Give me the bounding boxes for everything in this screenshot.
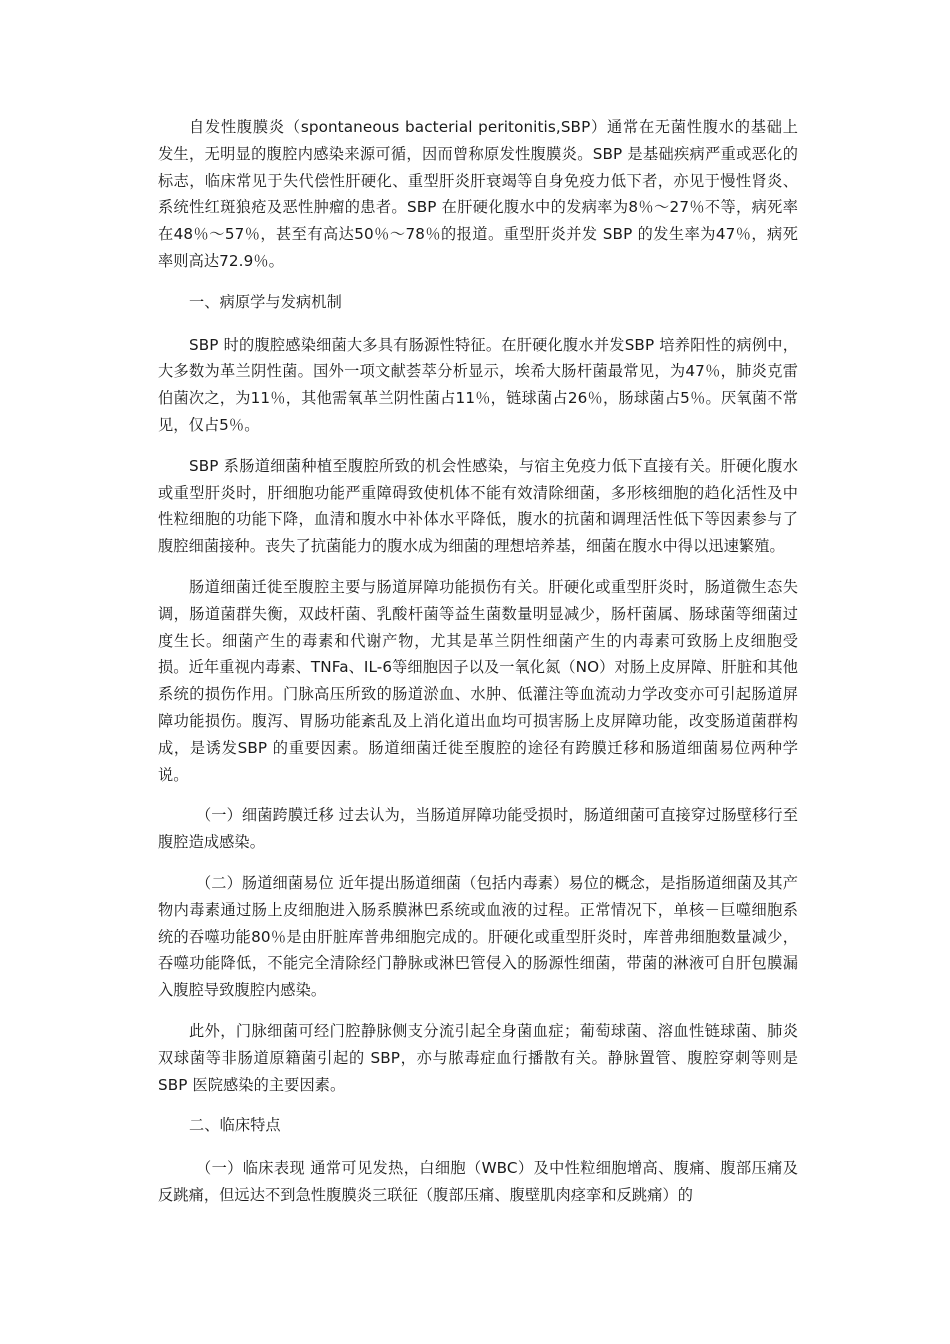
section-heading-clinical: 二、临床特点 (189, 1116, 281, 1135)
section-heading-etiology: 一、病原学与发病机制 (189, 292, 342, 311)
paragraph-transmembrane-migration: （一）细菌跨膜迁移 过去认为，当肠道屏障功能受损时，肠道细菌可直接穿过肠壁移行至腹腔造成感染。 (158, 806, 798, 852)
paragraph-clinical-manifestations: （一）临床表现 通常可见发热，白细胞（WBC）及中性粒细胞增高、腹痛、腹部压痛及反跳痛，但远达不到急性腹膜炎三联征（腹部压痛、腹壁肌肉痉挛和反跳痛）的 (158, 1159, 798, 1204)
paragraph-pathogens: SBP 时的腹腔感染细菌大多具有肠源性特征。在肝硬化腹水并发SBP 培养阳性的病例中，大多数为革兰阴性菌。国外一项文献荟萃分析显示，埃希大肠杆菌最常见，为47％，肺炎克雷伯菌次之，为11％，其他需氧革兰阴性菌占11％，链球菌占26％，肠球菌占5％。厌氧菌不常见，仅占5％。 (158, 335, 798, 434)
paragraph-bacterial-translocation: （二）肠道细菌易位 近年提出肠道细菌（包括内毒素）易位的概念，是指肠道细菌及其产物内毒素通过肠上皮细胞进入肠系膜淋巴系统或血液的过程。正常情况下，单核－巨噬细胞系统的吞噬功能80％是由肝脏库普弗细胞完成的。肝硬化或重型肝炎时，库普弗细胞数量减少，吞噬功能降低，不能完全清除经门静脉或淋巴管侵入的肠源性细菌，带菌的淋液可自肝包膜漏入腹腔导致腹腔内感染。 (158, 873, 798, 1000)
paragraph-other-routes: 此外，门脉细菌可经门腔静脉侧支分流引起全身菌血症；葡萄球菌、溶血性链球菌、肺炎双球菌等非肠道原籍菌引起的 SBP，亦与脓毒症血行播散有关。静脉置管、腹腔穿刺等则是 SBP 医院感染的主要因素。 (158, 1021, 798, 1094)
paragraph-intestinal-barrier: 肠道细菌迁徙至腹腔主要与肠道屏障功能损伤有关。肝硬化或重型肝炎时，肠道微生态失调，肠道菌群失衡，双歧杆菌、乳酸杆菌等益生菌数量明显减少，肠杆菌属、肠球菌等细菌过度生长。细菌产生的毒素和代谢产物，尤其是革兰阴性细菌产生的内毒素可致肠上皮细胞受损。近年重视内毒素、TNFa、IL-6等细胞因子以及一氧化氮（NO）对肠上皮屏障、肝脏和其他系统的损伤作用。门脉高压所致的肠道淤血、水肿、低灌注等血流动力学改变亦可引起肠道屏障功能损伤。腹泻、胃肠功能紊乱及上消化道出血均可损害肠上皮屏障功能，改变肠道菌群构成，是诱发SBP 的重要因素。肠道细菌迁徙至腹腔的途径有跨膜迁移和肠道细菌易位两种学说。 (158, 577, 798, 784)
document-body (158, 114, 798, 1223)
paragraph-intro: 自发性腹膜炎（spontaneous bacterial peritonitis,SBP）通常在无菌性腹水的基础上发生，无明显的腹腔内感染来源可循，因而曾称原发性腹膜炎。SBP 是基础疾病严重或恶化的标志，临床常见于失代偿性肝硬化、重型肝炎肝衰竭等自身免疫力低下者，亦见于慢性肾炎、系统性红斑狼疮及恶性肿瘤的患者。SBP 在肝硬化腹水中的发病率为8％～27％不等，病死率在48％～57％，甚至有高达50％～78％的报道。重型肝炎并发 SBP 的发生率为47％，病死率则高达72.9％。 (158, 118, 798, 270)
paragraph-opportunistic-infection: SBP 系肠道细菌种植至腹腔所致的机会性感染，与宿主免疫力低下直接有关。肝硬化腹水或重型肝炎时，肝细胞功能严重障碍致使机体不能有效清除细菌，多形核细胞的趋化活性及中性粒细胞的功能下降，血清和腹水中补体水平降低，腹水的抗菌和调理活性低下等因素参与了腹腔细菌接种。丧失了抗菌能力的腹水成为细菌的理想培养基，细菌在腹水中得以迅速繁殖。 (158, 456, 798, 556)
